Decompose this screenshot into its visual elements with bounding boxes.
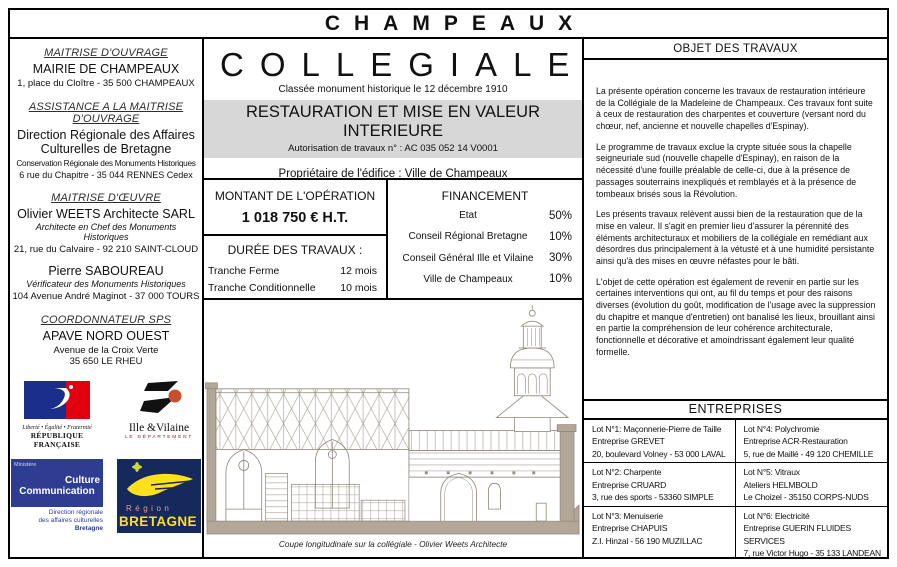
financement-row xyxy=(398,252,572,264)
iv-subtitle: LE DÉPARTEMENT xyxy=(124,435,194,440)
ille-et-vilaine-logo xyxy=(117,381,201,440)
lot-address: 7, rue Victor Hugo - 35 133 LANDEAN xyxy=(743,547,881,557)
lot-title: Lot N°5: Vitraux xyxy=(743,467,800,478)
verifier-block xyxy=(12,264,200,302)
lot-address: Le Choizel - 35150 CORPS-NUDS xyxy=(743,492,869,503)
lot-title: Lot N°1: Maçonnerie-Pierre de Taille xyxy=(592,424,722,434)
montant-heading: MONTANT DE L'OPÉRATION xyxy=(214,189,376,203)
panel-frame xyxy=(8,8,889,559)
objet-text xyxy=(584,60,887,399)
bretagne-feather-icon xyxy=(117,459,201,501)
lot-company: Entreprise GREVET xyxy=(592,436,665,447)
funder-label: Conseil Régional Bretagne xyxy=(408,231,528,243)
financement-row xyxy=(398,273,572,285)
republique-francaise-logo xyxy=(11,381,103,449)
stakeholders-column xyxy=(10,39,204,557)
duration-value: 10 mois xyxy=(340,282,377,294)
lot-address: 5, rue de Maillé - 49 120 CHEMILLE xyxy=(743,448,874,459)
section-heading: COORDONNATEUR SPS xyxy=(40,314,172,326)
financement-rows xyxy=(398,205,572,290)
financement-row xyxy=(398,210,572,222)
funder-label: Conseil Général Ille et Vilaine xyxy=(402,252,534,264)
duration-value: 12 mois xyxy=(340,265,377,277)
funder-share: 30% xyxy=(548,252,572,265)
verifier-title: Vérificateur des Monuments Historiques xyxy=(26,279,186,289)
section-assistance xyxy=(12,101,200,180)
verifier-address: 104 Avenue André Maginot - 37 000 TOURS xyxy=(12,291,200,302)
culture-sub-line2: des affaires culturelles xyxy=(38,517,103,525)
culture-ministry-label: Ministère xyxy=(14,462,37,468)
lot-cell xyxy=(584,507,736,557)
lot-company: Entreprise ACR-Restauration xyxy=(743,436,848,447)
duration-label: Tranche Conditionnelle xyxy=(208,282,316,294)
objet-paragraph: Le programme de travaux exclue la crypte située sous la chapelle seigneuriale sud (nouvelle chapelle d'Espinay), en raison de la nécessité d'une fouille préalable de celle-ci, due à la présence de passages souterrains inexpliqués et remblayés et à la présence de tombeaux brisés sous la Révolution. xyxy=(596,141,857,199)
lot-company: Ateliers HELMBOLD xyxy=(743,479,818,490)
culture-box xyxy=(11,459,103,507)
culture-sub-line1: Direction régionale xyxy=(48,509,103,516)
town-banner: CHAMPEAUX xyxy=(10,10,887,39)
culture-line2: Communication xyxy=(19,486,95,497)
org-name: APAVE NORD OUEST xyxy=(42,329,170,343)
verifier-name: Pierre SABOUREAU xyxy=(48,264,164,278)
authorization-number: Autorisation de travaux n° : AC 035 052 14 V0001 xyxy=(288,142,498,154)
entreprises-grid xyxy=(584,420,887,557)
lot-title: Lot N°6: Electricité xyxy=(743,510,810,521)
section-coordonnateur-sps xyxy=(12,314,200,367)
bretagne-region-label: Région xyxy=(126,504,173,513)
duration-heading: DURÉE DES TRAVAUX : xyxy=(227,243,363,257)
lot-address: Z.I. Hinzal - 56 190 MUZILLAC xyxy=(592,535,703,546)
budget-tables xyxy=(204,178,582,300)
section-maitrise-ouvrage xyxy=(12,47,200,89)
org-name: Culturelles de Bretagne xyxy=(40,142,172,156)
partner-logos xyxy=(12,381,200,533)
org-address: 35 650 LE RHEU xyxy=(69,356,143,367)
org-address: 1, place du Cloître - 35 500 CHAMPEAUX xyxy=(17,78,195,89)
financement-row xyxy=(398,231,572,243)
bretagne-name: BRETAGNE xyxy=(119,514,197,529)
section-heading: ASSISTANCE A LA MAITRISE xyxy=(28,101,184,113)
project-name-band xyxy=(204,100,582,158)
org-name: Direction Régionale des Affaires xyxy=(17,128,195,142)
org-address: Avenue de la Croix Verte xyxy=(53,345,159,356)
iv-name: Ille &Vilaine xyxy=(128,422,190,434)
project-name: RESTAURATION ET MISE EN VALEUR INTERIEURE xyxy=(246,102,540,140)
org-name: MAIRIE DE CHAMPEAUX xyxy=(32,62,180,76)
lot-cell xyxy=(736,507,888,557)
culture-sub xyxy=(11,509,103,533)
lot-address: 20, boulevard Volney - 53 000 LAVAL xyxy=(592,448,726,459)
objet-paragraph: L'objet de cette opération est également de revenir en partie sur les certaines interventions qui ont, au fil du temps et pour des raisons diverses (évolution du goût, modification de l'usage avec la suppression du chapitre et manque d'entretien) ont banalisé les lieux, brouillant ainsi en partie la compréhension de leur cohérence architecturale, fonctionnelle et décorative et amoindrissant également leur qualité formelle. xyxy=(596,276,876,357)
funder-share: 10% xyxy=(548,273,572,286)
entreprises-section xyxy=(584,399,887,557)
objet-paragraph: La présente opération concerne les travaux de restauration intérieure de la Collégiale de la Madeleine de Champeaux. Ces travaux font suite à ceux de restauration des charpentes et couverture (versant nord du chœur, nef, ancienne et nouvelle chapelles d'Espinay). xyxy=(596,86,873,132)
funder-label: Etat xyxy=(459,210,477,222)
objet-heading: OBJET DES TRAVAUX xyxy=(584,39,887,60)
lot-company: Entreprise CHAPUIS xyxy=(592,523,668,534)
org-subtitle: Conservation Régionale des Monuments Historiques xyxy=(16,158,196,168)
objet-paragraph: Les présents travaux relèvent aussi bien de la restauration que de la mise en valeur. Il s'agit en premier lieu d'assurer la pérennité des éléments architecturaux et mobiliers de la collégiale en remédiant aux désordres dus principalement à la vétusté et à une humidité persistante ainsi qu'à des mises en œuvre néfastes pour le bâti. xyxy=(596,209,875,266)
project-column xyxy=(204,39,584,557)
duration-label: Tranche Ferme xyxy=(208,265,280,277)
section-heading: D'OUVRAGE xyxy=(72,113,140,125)
ille-et-vilaine-mark-icon xyxy=(128,381,190,417)
drawing-area xyxy=(204,300,582,539)
project-header xyxy=(204,39,586,180)
rf-motto: Liberté • Égalité • Fraternité xyxy=(22,425,92,431)
rf-name: RÉPUBLIQUE FRANÇAISE xyxy=(30,431,84,449)
drawing-caption: Coupe longitudinale sur la collégiale - Olivier Weets Architecte xyxy=(278,539,508,549)
financement-heading: FINANCEMENT xyxy=(441,189,529,203)
architect-title: Architecte en Chef des Monuments Historiques xyxy=(35,222,177,242)
architect-name: Olivier WEETS Architecte SARL xyxy=(17,207,195,221)
org-address: 6 rue du Chapitre - 35 044 RENNES Cedex xyxy=(19,170,193,180)
duration-row xyxy=(204,260,386,277)
culture-sub-line3: Bretagne xyxy=(74,525,103,533)
lot-cell xyxy=(584,463,736,506)
funder-share: 50% xyxy=(548,209,572,222)
lot-cell xyxy=(736,420,888,463)
operation-amount: 1 018 750 € H.T. xyxy=(204,203,386,236)
lot-cell xyxy=(736,463,888,506)
lot-address: 3, rue des sports - 53360 SIMPLE xyxy=(592,492,714,503)
section-heading: MAITRISE D'OUVRAGE xyxy=(44,47,168,59)
lot-company: Entreprise GUERIN FLUIDES SERVICES xyxy=(743,523,851,546)
panel-body xyxy=(10,39,887,557)
culture-line1: Culture xyxy=(65,475,100,486)
lot-title: Lot N°4: Polychromie xyxy=(743,424,820,434)
funder-label: Ville de Champeaux xyxy=(423,273,513,285)
financement-table xyxy=(388,180,582,298)
owner-line: Propriétaire de l'édifice : Ville de Champeaux xyxy=(278,167,508,180)
entreprises-heading: ENTREPRISES xyxy=(584,401,887,420)
duration-row xyxy=(204,277,386,294)
lot-title: Lot N°3: Menuiserie xyxy=(592,510,663,521)
architect-address: 21, rue du Calvaire - 92 210 SAINT-CLOUD xyxy=(13,244,199,255)
section-maitrise-oeuvre xyxy=(12,192,200,302)
section-heading: MAITRISE D'ŒUVRE xyxy=(51,192,161,204)
ministere-culture-logo xyxy=(11,459,103,533)
monument-status: Classée monument historique le 12 décembre 1910 xyxy=(278,83,508,95)
lot-title: Lot N°2: Charpente xyxy=(592,467,662,478)
lot-cell xyxy=(584,420,736,463)
french-flag-marianne-icon xyxy=(24,381,90,419)
region-bretagne-logo xyxy=(117,459,201,533)
lot-company: Entreprise CRUARD xyxy=(592,479,667,490)
funder-share: 10% xyxy=(548,230,572,243)
montant-table xyxy=(204,180,388,298)
works-column xyxy=(584,39,887,557)
church-section-drawing xyxy=(204,300,582,539)
building-title: COLLEGIALE xyxy=(220,46,586,83)
